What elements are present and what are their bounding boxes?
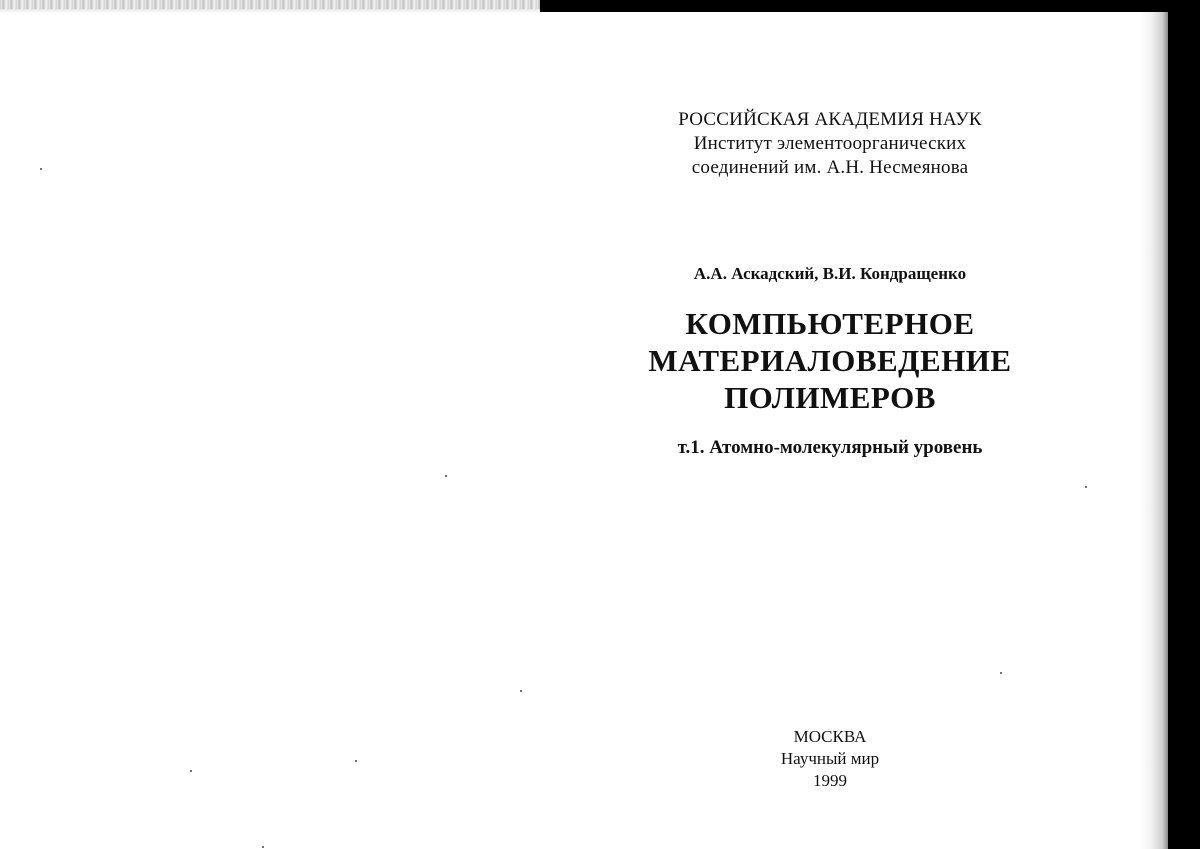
dust-speck	[1000, 672, 1002, 674]
book-title-line3: ПОЛИМЕРОВ	[724, 380, 936, 415]
academy-name: РОССИЙСКАЯ АКАДЕМИЯ НАУК	[678, 109, 982, 130]
page-shadow-right	[1140, 12, 1168, 849]
dust-speck	[40, 168, 42, 170]
imprint-publisher: Научный мир	[780, 749, 880, 768]
imprint-year: 1999	[813, 771, 847, 790]
scan-border-right	[1168, 0, 1200, 849]
scan-artifact-top-left-fade	[0, 9, 540, 13]
dust-speck	[1085, 486, 1087, 488]
institute-name-line2: соединений им. А.Н. Несмеянова	[691, 157, 969, 178]
dust-speck	[520, 690, 522, 692]
imprint	[560, 726, 1100, 792]
publisher-header	[560, 108, 1100, 180]
dust-speck	[355, 760, 357, 762]
book-title-line2: МАТЕРИАЛОВЕДЕНИЕ	[648, 343, 1012, 378]
dust-speck	[262, 846, 264, 848]
institute-name-line1: Институт элементоорганических	[693, 133, 967, 154]
volume-subtitle: т.1. Атомно-молекулярный уровень	[677, 437, 983, 458]
dust-speck	[190, 770, 192, 772]
scan-border-top	[540, 0, 1200, 12]
dust-speck	[445, 475, 447, 477]
book-title-line1: КОМПЬЮТЕРНОЕ	[685, 306, 975, 341]
scan-artifact-top-left	[0, 0, 540, 9]
book-authors: А.А. Аскадский, В.И. Кондращенко	[693, 264, 967, 283]
imprint-city: МОСКВА	[793, 727, 867, 746]
book-title	[560, 305, 1100, 416]
